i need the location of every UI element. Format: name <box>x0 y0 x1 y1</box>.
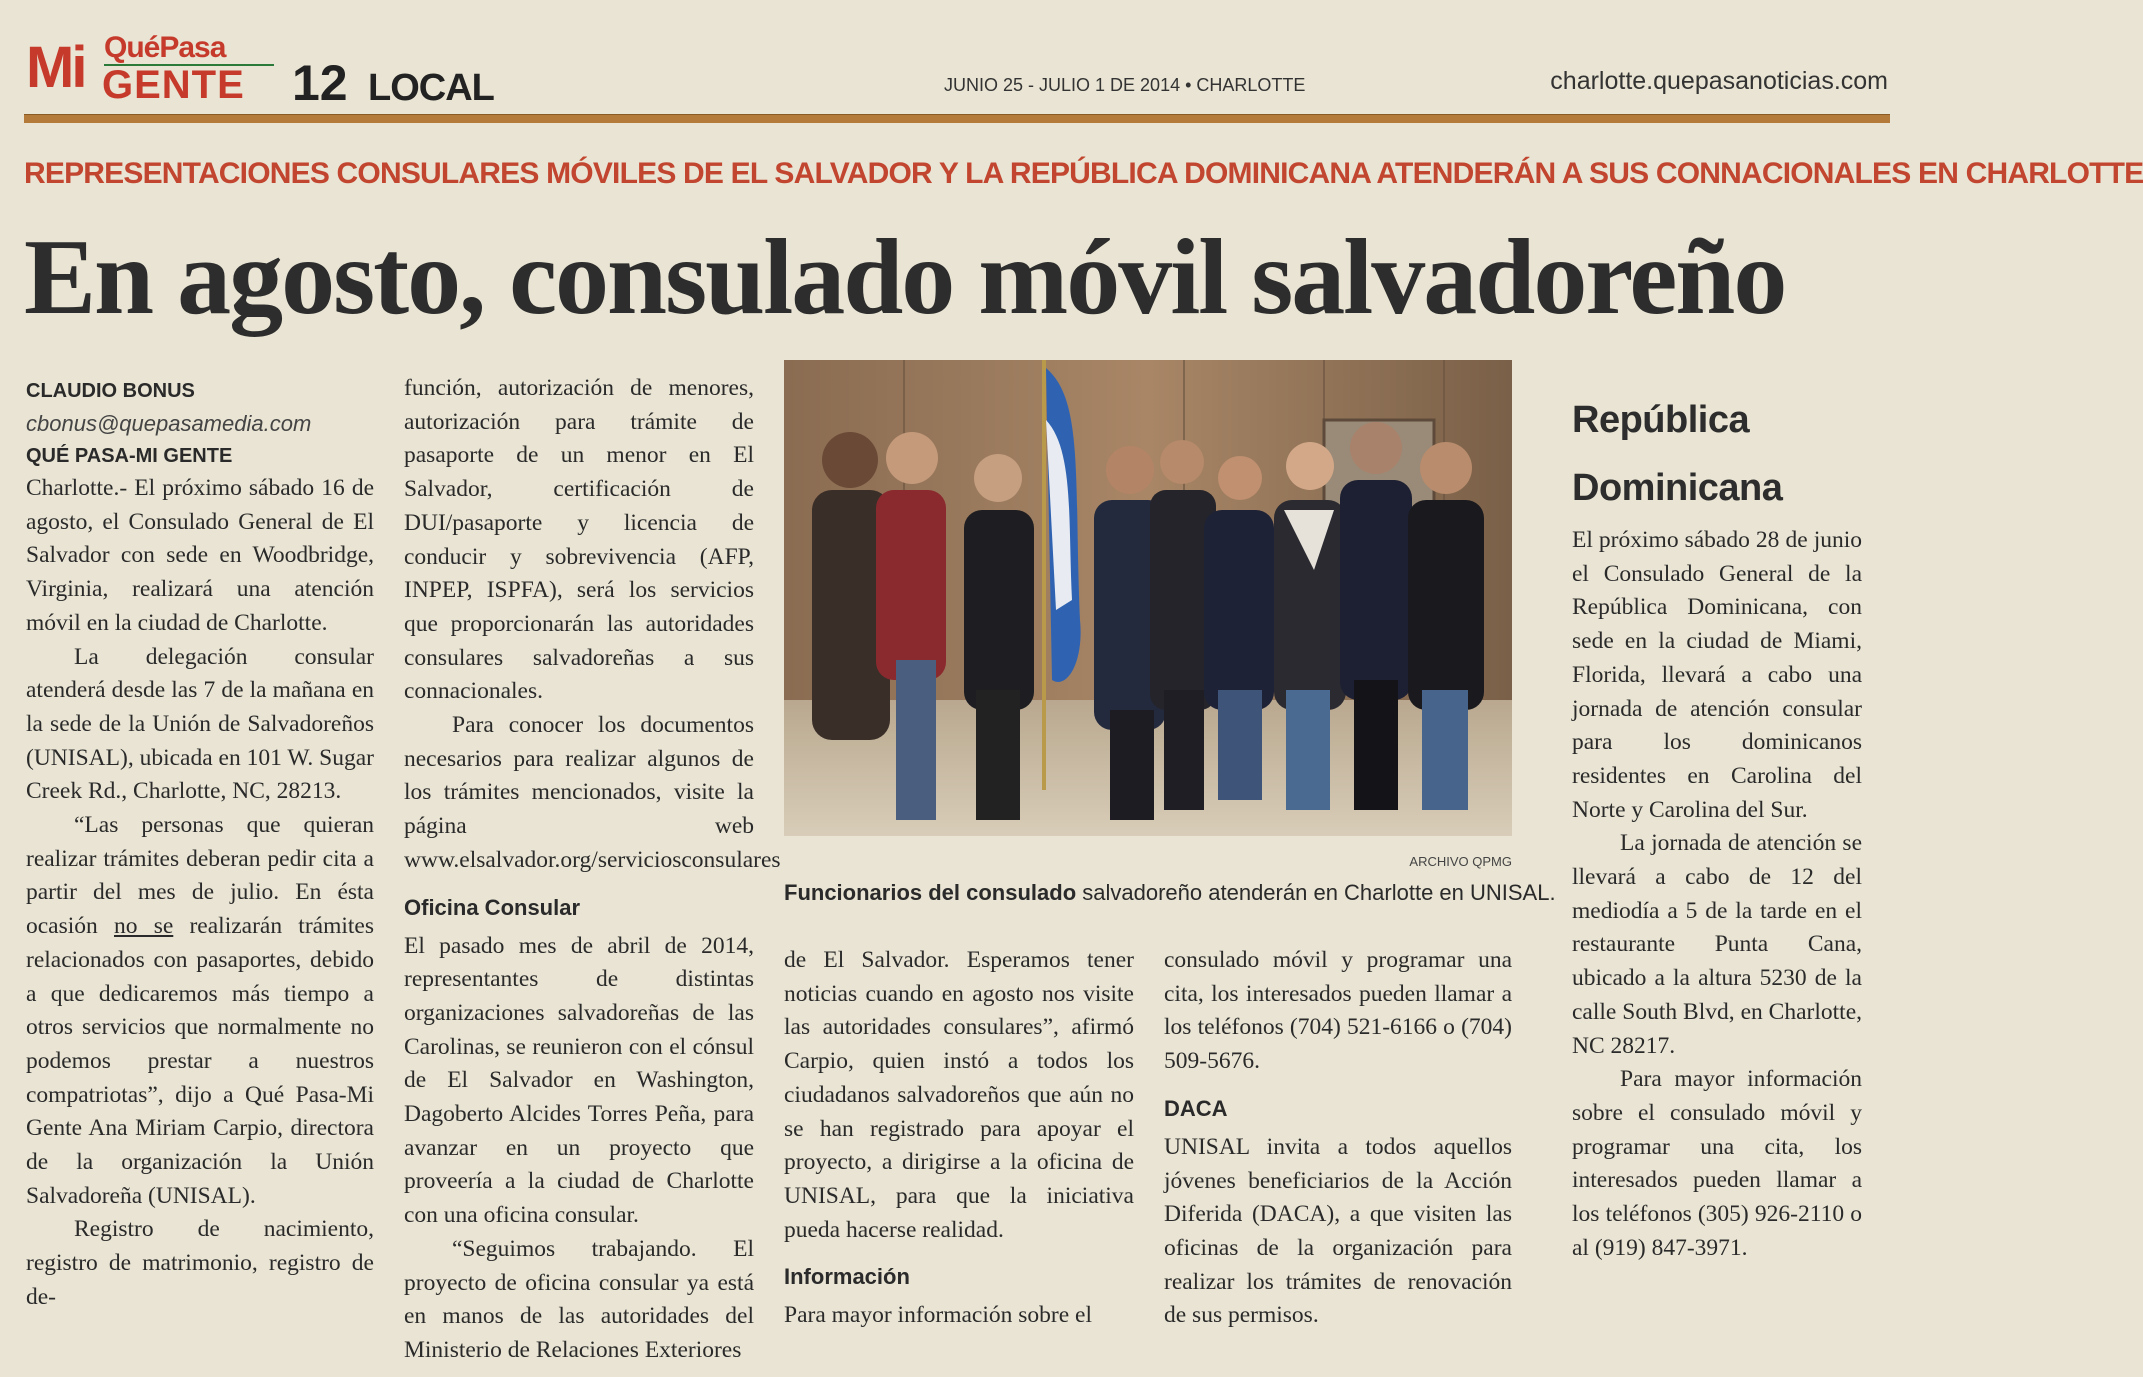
issue-dateline: JUNIO 25 - JULIO 1 DE 2014 • CHARLOTTE <box>944 75 1306 95</box>
paragraph: La jornada de atención se llevará a cabo de 12 del mediodía a 5 de la tarde en el restaurante Punta Cana, ubicado a la altura 5230 de la calle South Blvd, en Charlotte, NC 28217. <box>1572 830 1862 1059</box>
author-email: cbonus@quepasamedia.com <box>26 411 312 436</box>
paragraph: de El Salvador. Esperamos tener noticias cuando en agosto nos visite las autoridades consulares”, afirmó Carpio, quien instó a todos los ciudadanos salvadoreños que aún no se han registrado para apoyar el proyecto, a dirigirse a la oficina de UNISAL, para que la iniciativa pueda hacerse realidad. <box>784 947 1134 1243</box>
paragraph: UNISAL invita a todos aquellos jóvenes beneficiarios de la Acción Diferida (DACA), a que visiten las oficinas de la organización para realizar los trámites de renovación de sus permisos. <box>1164 1133 1512 1329</box>
photo-credit: ARCHIVO QPMG <box>1409 854 1512 869</box>
subhead-oficina-consular: Oficina Consular <box>404 894 581 920</box>
caption-bold: Funcionarios del consulado <box>784 880 1077 905</box>
text-run: realizarán trámites relacionados con pasaportes, debido a que dedicaremos más tiempo a otros servicios que normalmente no podemos prestar a nuestros compatriotas”, dijo a Qué Pasa-Mi Gente Ana Miriam Carpio, directora de la organización la Unión Salvadoreña (UNISAL). <box>26 913 374 1209</box>
quote-paragraph <box>26 809 374 1213</box>
page-number: 12 <box>292 55 348 111</box>
sidebar-title-line: Dominicana <box>1572 467 1783 509</box>
photo-illustration <box>784 360 1512 836</box>
sidebar-title <box>1572 386 1862 522</box>
paragraph: El pasado mes de abril de 2014, representantes de distintas organizaciones salvadoreñas de las Carolinas, se reunieron con el cónsul de El Salvador en Washington, Dagoberto Alcides Torres Peña, para avanzar en un proyecto que proveería a la ciudad de Charlotte con una oficina consular. <box>404 932 754 1229</box>
paragraph: Charlotte.- El próximo sábado 16 de agosto, el Consulado General de El Salvador con sede en Woodbridge, Virginia, realizará una atención móvil en la ciudad de Charlotte. <box>26 475 374 636</box>
paragraph: Para conocer los documentos necesarios para realizar algunos de los trámites mencionados, visite la página web www.elsalvador.org/serviciosconsulares <box>404 712 781 873</box>
website-url: charlotte.quepasanoticias.com <box>1550 67 1888 95</box>
paragraph: Registro de nacimiento, registro de matrimonio, registro de de- <box>26 1216 374 1310</box>
paragraph: Para mayor información sobre el consulado móvil y programar una cita, los interesados pueden llamar a los teléfonos (305) 926-2110 o al (919) 847-3971. <box>1572 1066 1862 1261</box>
sidebar-title-line: República <box>1572 399 1750 441</box>
sidebar-republica-dominicana <box>1572 386 1862 1265</box>
article-kicker: REPRESENTACIONES CONSULARES MÓVILES DE EL SALVADOR Y LA REPÚBLICA DOMINICANA ATENDERÁN A SUS CONNACIONALES EN CHARLOTTE <box>24 157 2143 190</box>
underlined-text: no se <box>114 913 174 940</box>
group-photo <box>784 360 1512 836</box>
paragraph: “Seguimos trabajando. El proyecto de oficina consular ya está en manos de las autoridades del Ministerio de Relaciones Exteriores <box>404 1235 754 1363</box>
article-column-2 <box>404 372 781 1368</box>
header-rule <box>24 114 1890 123</box>
subhead-informacion: Información <box>784 1264 910 1290</box>
paragraph: Para mayor información sobre el <box>784 1302 1093 1329</box>
article-column-1 <box>26 374 374 1315</box>
paragraph: El próximo sábado 28 de junio el Consulado General de la República Dominicana, con sede en la ciudad de Miami, Florida, llevará a cabo una jornada de atención consular para los dominicanos residentes en Carolina del Norte y Carolina del Sur. <box>1572 527 1862 823</box>
newspaper-logo <box>26 28 256 108</box>
paragraph: La delegación consular atenderá desde las 7 de la mañana en la sede de la Unión de Salvadoreños (UNISAL), ubicada en 101 W. Sugar Creek Rd., Charlotte, NC, 28213. <box>26 643 374 805</box>
section-name: LOCAL <box>368 67 494 109</box>
logo-quepasa: QuéPasa <box>104 31 226 64</box>
paragraph: función, autorización de menores, autorización para trámite de pasaporte de un menor en El Salvador, certificación de DUI/pasaporte y licencia de conducir y sobrevivencia (AFP, INPEP, ISPFA), será los servicios que proporcionarán las autoridades consulares salvadoreñas a sus connacionales. <box>404 375 754 705</box>
article-column-4 <box>1164 944 1512 1333</box>
author-name: CLAUDIO BONUS <box>26 380 195 402</box>
logo-mi: Mi <box>26 35 85 100</box>
caption-text: salvadoreño atenderán en Charlotte en UNISAL. <box>1082 880 1556 905</box>
author-outlet: QUÉ PASA-MI GENTE <box>26 445 233 467</box>
logo-gente: GENTE <box>102 63 245 107</box>
article-headline: En agosto, consulado móvil salvadoreño <box>24 218 1786 337</box>
subhead-daca: DACA <box>1164 1095 1228 1121</box>
text-run: “Las personas que quieran realizar trámites deberan pedir cita a partir del mes de julio. En ésta ocasión <box>26 812 374 940</box>
article-column-3 <box>784 944 1134 1333</box>
photo-caption <box>784 878 1556 908</box>
paragraph: consulado móvil y programar una cita, los interesados pueden llamar a los teléfonos (704) 521-6166 o (704) 509-5676. <box>1164 947 1512 1075</box>
